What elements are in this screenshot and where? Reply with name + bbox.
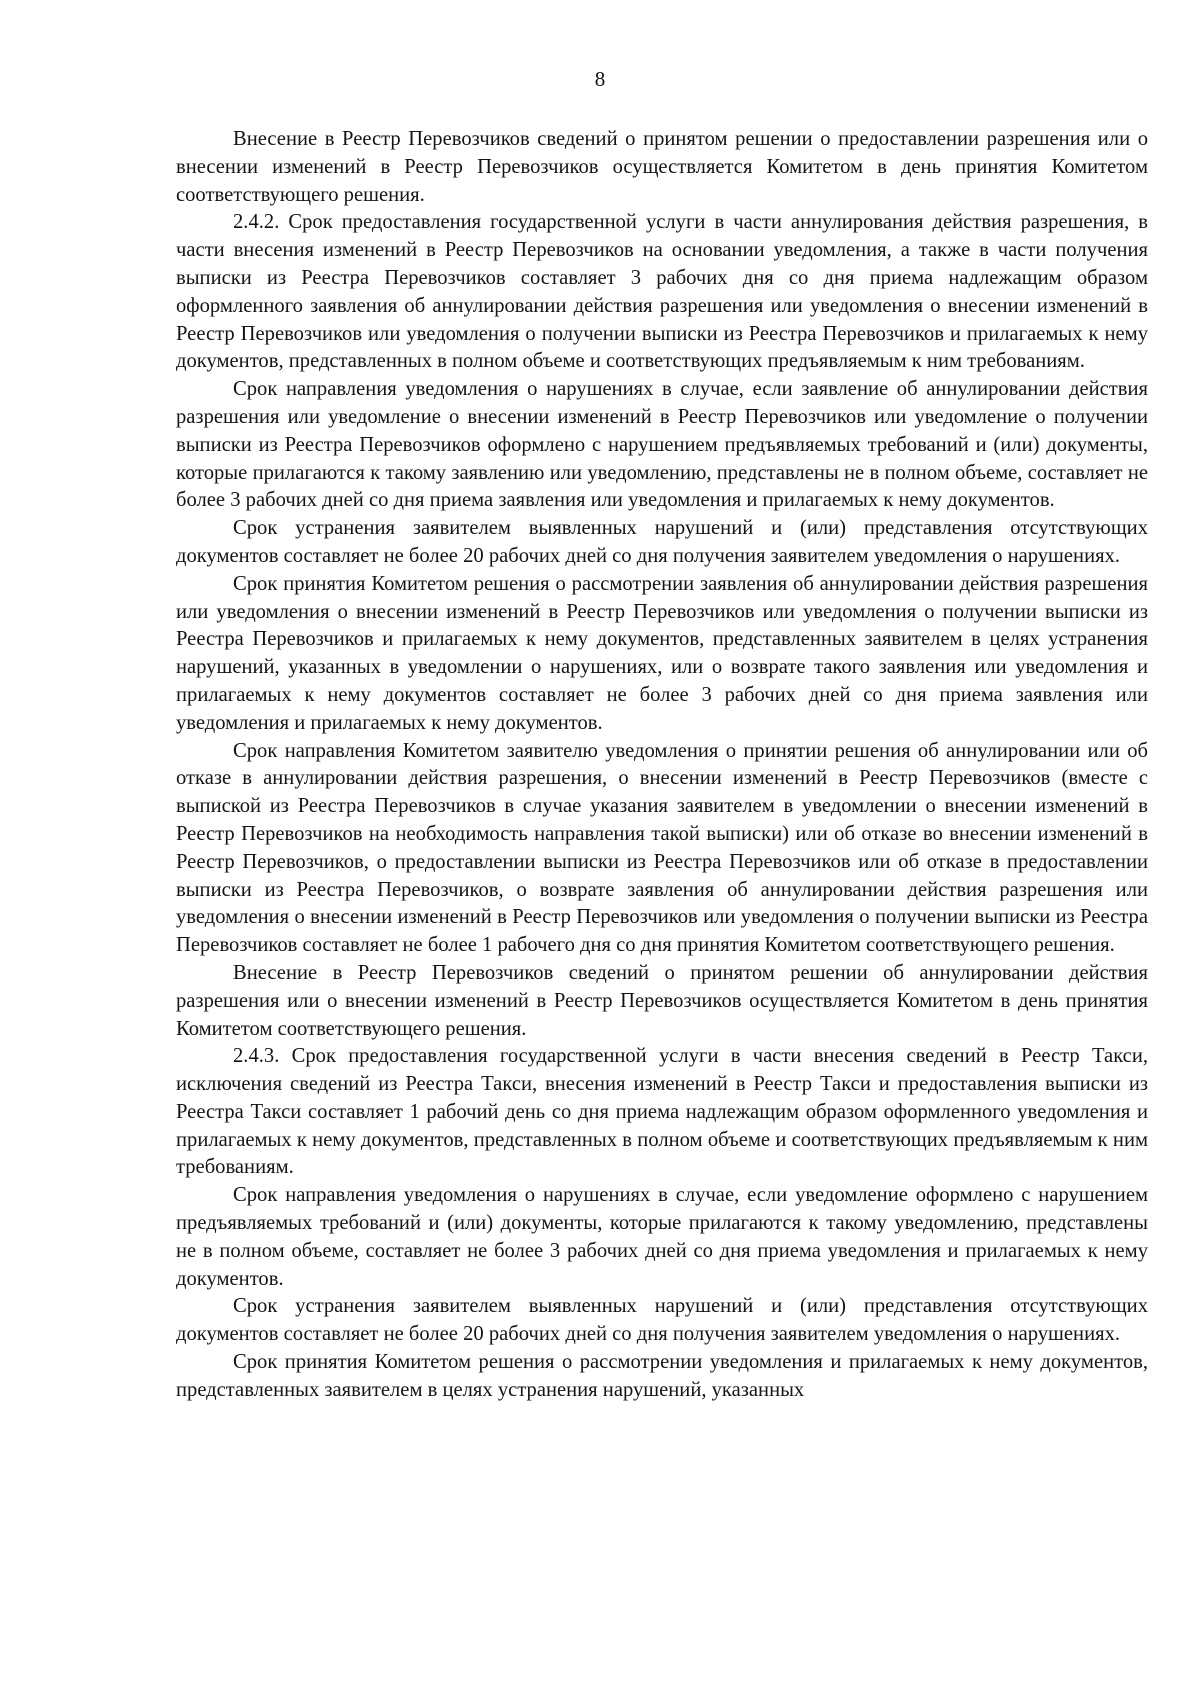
- paragraph: Срок принятия Комитетом решения о рассмотрении уведомления и прилагаемых к нему документов, представленных заявителем в целях устранения нарушений, указанных: [176, 1351, 1148, 1401]
- paragraph: Срок направления Комитетом заявителю уведомления о принятии решения об аннулировании или об отказе в аннулировании действия разрешения, о внесении изменений в Реестр Перевозчиков (вместе с выпиской из Реестра Перевозчиков в случае указания заявителем в уведомлении о внесении изменений в Реестр Перевозчиков на необходимость направления такой выписки) или об отказе во внесении изменений в Реестр Перевозчиков, о предоставлении выписки из Реестра Перевозчиков или об отказе в предоставлении выписки из Реестра Перевозчиков, о возврате заявления об аннулировании действия разрешения или уведомления о внесении изменений в Реестр Перевозчиков или уведомления о получении выписки из Реестра Перевозчиков составляет не более 1 рабочего дня со дня принятия Комитетом соответствующего решения.: [176, 739, 1148, 957]
- paragraph: Внесение в Реестр Перевозчиков сведений о принятом решении о предоставлении разрешения или о внесении изменений в Реестр Перевозчиков осуществляется Комитетом в день принятия Комитетом соответствующего решения.: [176, 128, 1148, 206]
- paragraph: Срок устранения заявителем выявленных нарушений и (или) представления отсутствующих документов составляет не более 20 рабочих дней со дня получения заявителем уведомления о нарушениях.: [176, 517, 1148, 567]
- paragraph: 2.4.3. Срок предоставления государственной услуги в части внесения сведений в Реестр Такси, исключения сведений из Реестра Такси, внесения изменений в Реестр Такси и предоставления выписки из Реестра Такси составляет 1 рабочий день со дня приема надлежащим образом оформленного уведомления и прилагаемых к нему документов, представленных в полном объеме и соответствующих предъявляемым к ним требованиям.: [176, 1045, 1148, 1179]
- paragraph: Срок направления уведомления о нарушениях в случае, если уведомление оформлено с нарушением предъявляемых требований и (или) документы, которые прилагаются к такому уведомлению, представлены не в полном объеме, составляет не более 3 рабочих дней со дня приема уведомления и прилагаемых к нему документов.: [176, 1184, 1148, 1290]
- paragraph: Срок устранения заявителем выявленных нарушений и (или) представления отсутствующих документов составляет не более 20 рабочих дней со дня получения заявителем уведомления о нарушениях.: [176, 1295, 1148, 1346]
- paragraph: 2.4.2. Срок предоставления государственной услуги в части аннулирования действия разрешения, в части внесения изменений в Реестр Перевозчиков на основании уведомления, а также в части получения выписки из Реестра Перевозчиков составляет 3 рабочих дня со дня приема надлежащим образом оформленного заявления об аннулировании действия разрешения или уведомления о внесении изменений в Реестр Перевозчиков или уведомления о получении выписки из Реестра Перевозчиков и прилагаемых к нему документов, представленных в полном объеме и соответствующих предъявляемым к ним требованиям.: [176, 211, 1148, 373]
- document-body: [176, 126, 1148, 1405]
- page-number: 8: [594, 67, 606, 91]
- paragraph: Внесение в Реестр Перевозчиков сведений о принятом решении об аннулировании действия разрешения или о внесении изменений в Реестр Перевозчиков осуществляется Комитетом в день принятия Комитетом соответствующего решения.: [176, 961, 1148, 1040]
- paragraph: Срок принятия Комитетом решения о рассмотрении заявления об аннулировании действия разрешения или уведомления о внесении изменений в Реестр Перевозчиков или уведомления о получении выписки из Реестра Перевозчиков и прилагаемых к нему документов, представленных заявителем в целях устранения нарушений, указанных в уведомлении о нарушениях, или о возврате такого заявления или уведомления и прилагаемых к нему документов составляет не более 3 рабочих дней со дня приема заявления или уведомления и прилагаемых к нему документов.: [176, 572, 1148, 734]
- paragraph: Срок направления уведомления о нарушениях в случае, если заявление об аннулировании действия разрешения или уведомление о внесении изменений в Реестр Перевозчиков или уведомление о получении выписки из Реестра Перевозчиков оформлено с нарушением предъявляемых требований и (или) документы, которые прилагаются к такому заявлению или уведомлению, представлены не в полном объеме, составляет не более 3 рабочих дней со дня приема заявления или уведомления и прилагаемых к нему документов.: [176, 378, 1148, 512]
